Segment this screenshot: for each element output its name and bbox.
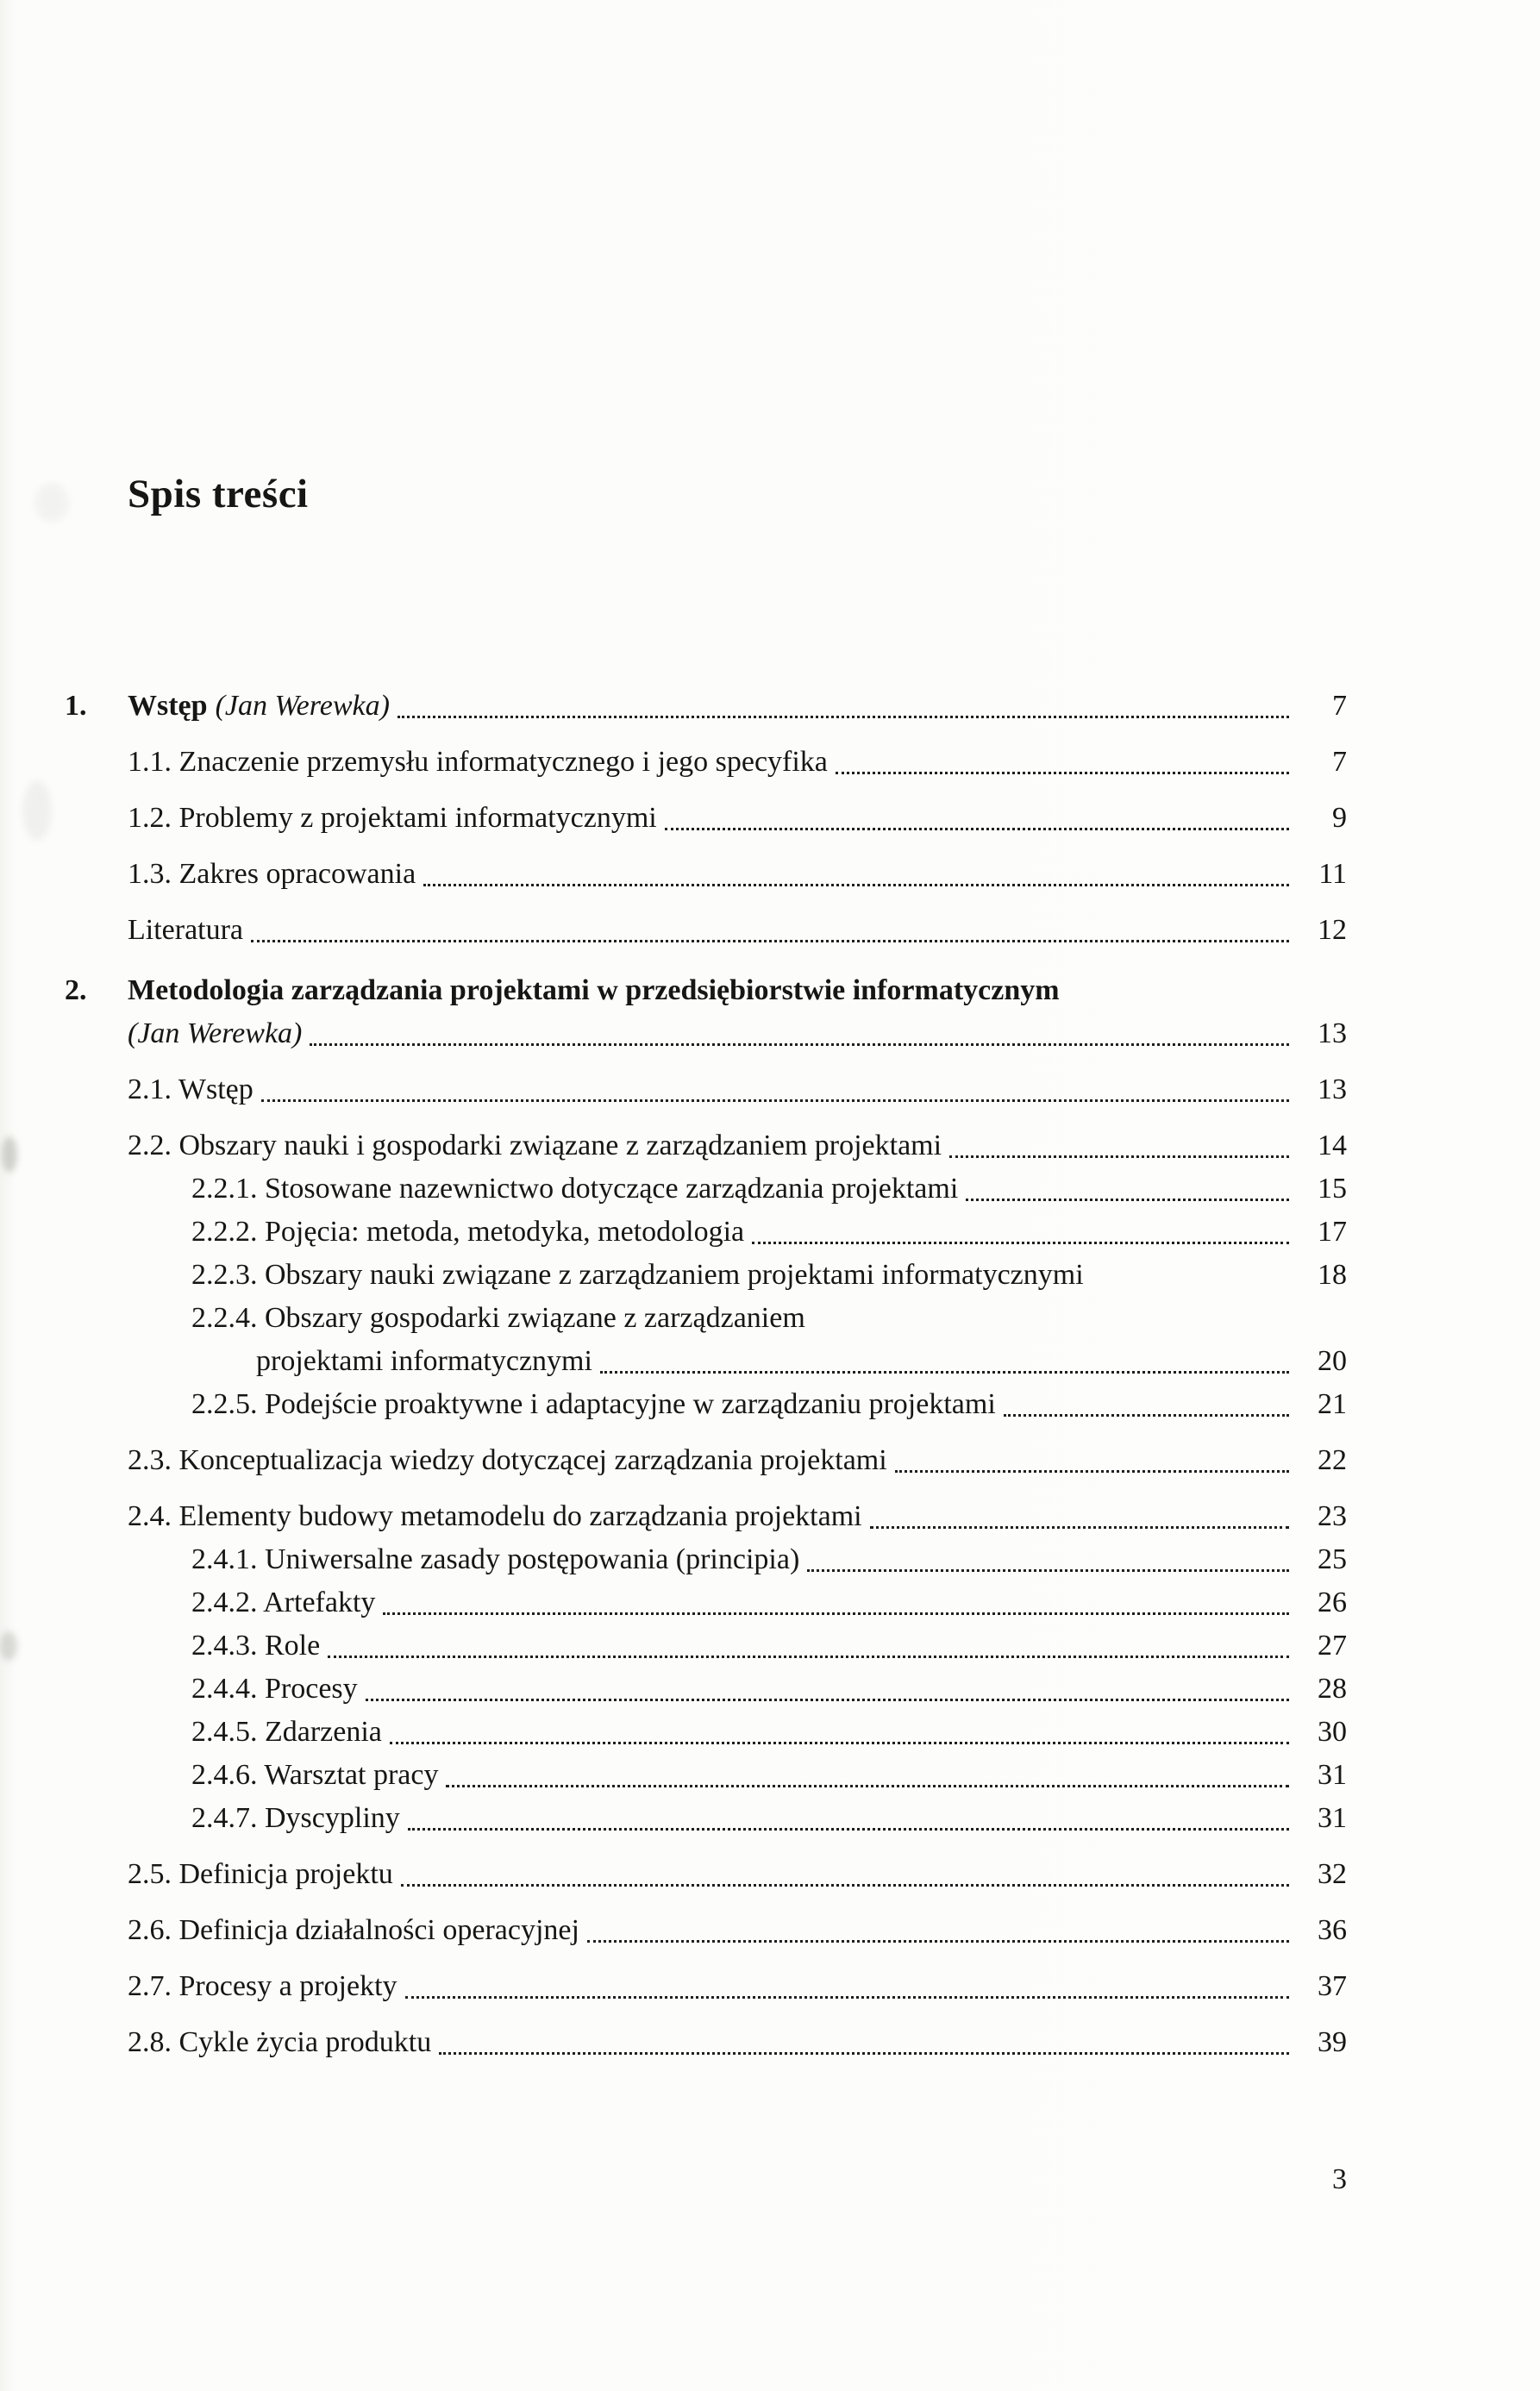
toc-entry-number: 1. (65, 690, 87, 722)
toc-entry-title: Wstęp (128, 690, 208, 722)
toc-entry-author: (Jan Werewka) (215, 690, 390, 722)
toc-entry-page: 12 (1318, 914, 1347, 946)
toc-entry (65, 1255, 1347, 1295)
toc-entry-page: 7 (1332, 690, 1347, 722)
dotted-leader (398, 716, 1289, 718)
toc-entry-page: 32 (1318, 1858, 1347, 1890)
toc-entry (65, 854, 1347, 894)
toc-entry-title: 2.4.2. Artefakty (191, 1587, 376, 1618)
dotted-leader (949, 1155, 1289, 1158)
toc-entry-title: 2.4.5. Zdarzenia (191, 1716, 382, 1748)
toc-entry-title: 2.8. Cykle życia produktu (128, 2026, 432, 2058)
scan-artifact (2, 1136, 17, 1173)
dotted-leader (366, 1699, 1289, 1701)
toc-entry (65, 1855, 1347, 1894)
toc-entry-title: 2.7. Procesy a projekty (128, 1970, 398, 2002)
dotted-leader (423, 884, 1289, 886)
dotted-leader (390, 1742, 1289, 1744)
toc-entry (65, 1967, 1347, 2006)
toc-entry-title: 2.3. Konceptualizacja wiedzy dotyczącej zarządzania projektami (128, 1444, 887, 1476)
dotted-leader (836, 772, 1289, 774)
dotted-leader (587, 1940, 1289, 1943)
toc-entry-page: 9 (1332, 802, 1347, 834)
toc-entry (65, 1014, 1347, 1054)
toc-entry (65, 1169, 1347, 1209)
toc-entry-title: projektami informatycznymi (256, 1345, 592, 1377)
toc-entry-page: 14 (1318, 1130, 1347, 1161)
toc-entry-title: 2.2.1. Stosowane nazewnictwo dotyczące zarządzania projektami (191, 1173, 959, 1205)
toc-entry-title: 2.2.5. Podejście proaktywne i adaptacyjne w zarządzaniu projektami (191, 1388, 996, 1420)
toc-entry-page: 28 (1318, 1673, 1347, 1705)
toc-entry-number: 2. (65, 974, 87, 1006)
toc-entry (65, 971, 1347, 1011)
scan-artifact (34, 483, 69, 523)
dotted-leader (310, 1043, 1289, 1046)
toc-entry-page: 20 (1318, 1345, 1347, 1377)
toc-entry-page: 22 (1318, 1444, 1347, 1476)
toc-entry-page: 23 (1318, 1500, 1347, 1532)
toc-entry-page: 36 (1318, 1914, 1347, 1946)
dotted-leader (328, 1656, 1289, 1658)
dotted-leader (408, 1828, 1289, 1831)
page-number: 3 (1332, 2163, 1347, 2195)
toc-entry (65, 1441, 1347, 1480)
toc-entry-title: 2.5. Definicja projektu (128, 1858, 393, 1890)
toc-entry (65, 686, 1347, 726)
toc-entry (65, 1212, 1347, 1252)
toc-entry-title: 1.1. Znaczenie przemysłu informatycznego i jego specyfika (128, 746, 828, 778)
dotted-leader (1004, 1414, 1289, 1417)
toc-entry-title: 1.2. Problemy z projektami informatycznymi (128, 802, 657, 834)
toc-entry-page: 26 (1318, 1587, 1347, 1618)
toc-entry-title: 2.4.6. Warsztat pracy (191, 1759, 439, 1791)
toc-entry (65, 1126, 1347, 1166)
toc-entry (65, 1799, 1347, 1838)
toc-entry-page: 37 (1318, 1970, 1347, 2002)
toc-entry-page: 39 (1318, 2026, 1347, 2058)
scan-artifact (0, 1631, 17, 1661)
toc-entry-title: 2.4.1. Uniwersalne zasady postępowania (principia) (191, 1543, 800, 1575)
toc-entry (65, 911, 1347, 950)
toc-entry-title: 2.4. Elementy budowy metamodelu do zarządzania projektami (128, 1500, 862, 1532)
dotted-leader (895, 1470, 1289, 1473)
toc-entry-title: 2.2. Obszary nauki i gospodarki związane z zarządzaniem projektami (128, 1130, 942, 1161)
toc-entry-title: 2.4.3. Role (191, 1630, 321, 1662)
toc-entry-title: 2.6. Definicja działalności operacyjnej (128, 1914, 579, 1946)
dotted-leader (966, 1199, 1289, 1201)
toc-entry-title: 2.1. Wstęp (128, 1073, 254, 1105)
dotted-leader (251, 940, 1289, 942)
toc-entry-author: (Jan Werewka) (128, 1017, 303, 1049)
toc-entry-page: 31 (1318, 1802, 1347, 1834)
toc-entry-title: 2.4.4. Procesy (191, 1673, 358, 1705)
toc-entry-page: 11 (1318, 858, 1347, 890)
dotted-leader (383, 1612, 1289, 1615)
toc-entry-title: Metodologia zarządzania projektami w przedsiębiorstwie informatycznym (128, 974, 1060, 1006)
toc-entry-title: 1.3. Zakres opracowania (128, 858, 416, 890)
toc-entry-page: 31 (1318, 1759, 1347, 1791)
dotted-leader (405, 1996, 1289, 1999)
toc-entry-page: 17 (1318, 1216, 1347, 1248)
toc-entry (65, 1911, 1347, 1950)
toc-entry-title: 2.4.7. Dyscypliny (191, 1802, 400, 1834)
scan-artifact (22, 780, 52, 841)
page-title: Spis treści (128, 472, 309, 516)
toc-entry-page: 13 (1318, 1017, 1347, 1049)
dotted-leader (446, 1785, 1289, 1787)
toc-entry (65, 2023, 1347, 2062)
dotted-leader (752, 1242, 1289, 1244)
toc-entry (65, 1626, 1347, 1666)
toc-entry (65, 1385, 1347, 1424)
dotted-leader (261, 1099, 1289, 1102)
toc-entry (65, 1342, 1347, 1381)
toc-list (65, 686, 1347, 2062)
toc-entry-title: 2.2.3. Obszary nauki związane z zarządzaniem projektami informatycznymi (191, 1259, 1084, 1291)
toc-entry-title: Literatura (128, 914, 244, 946)
dotted-leader (807, 1569, 1289, 1572)
toc-entry (65, 1669, 1347, 1709)
toc-entry-page: 25 (1318, 1543, 1347, 1575)
toc-entry (65, 1756, 1347, 1795)
toc-entry (65, 1583, 1347, 1623)
toc-entry (65, 798, 1347, 838)
toc-entry-title: 2.2.4. Obszary gospodarki związane z zarządzaniem (191, 1302, 805, 1334)
toc-entry (65, 1712, 1347, 1752)
toc-entry (65, 742, 1347, 782)
toc-entry-page: 15 (1318, 1173, 1347, 1205)
toc-entry-page: 30 (1318, 1716, 1347, 1748)
toc-entry-page: 13 (1318, 1073, 1347, 1105)
toc-entry (65, 1497, 1347, 1537)
toc-entry-page: 27 (1318, 1630, 1347, 1662)
dotted-leader (665, 828, 1289, 830)
toc-entry (65, 1299, 1347, 1338)
dotted-leader (870, 1526, 1289, 1529)
dotted-leader (439, 2052, 1289, 2055)
toc-entry-page: 7 (1332, 746, 1347, 778)
toc-entry-page: 18 (1318, 1259, 1347, 1291)
toc-entry-title: 2.2.2. Pojęcia: metoda, metodyka, metodologia (191, 1216, 745, 1248)
toc-entry-page: 21 (1318, 1388, 1347, 1420)
dotted-leader (600, 1371, 1289, 1374)
toc-entry (65, 1070, 1347, 1110)
dotted-leader (401, 1884, 1289, 1887)
toc-entry (65, 1540, 1347, 1580)
